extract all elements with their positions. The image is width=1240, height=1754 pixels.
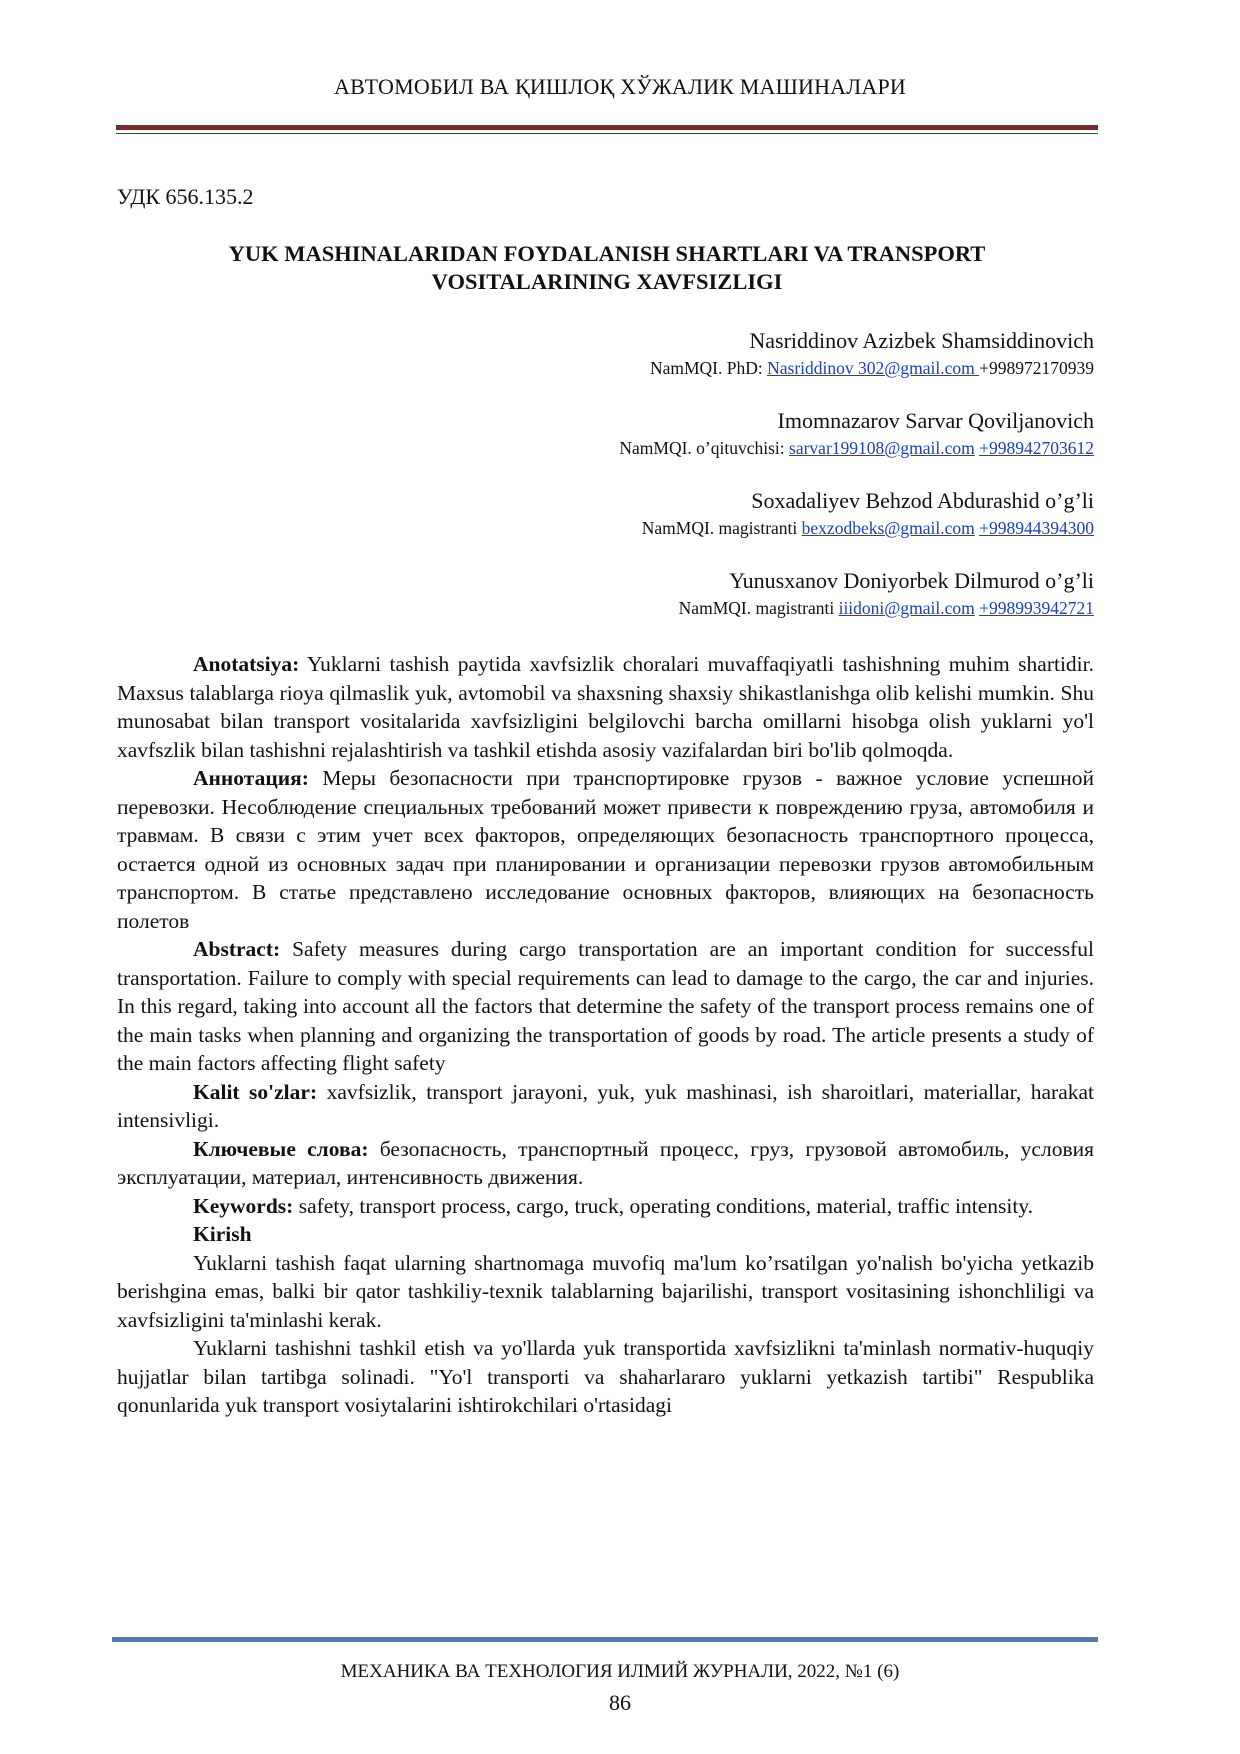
abstract-en <box>117 935 1094 1078</box>
header-rule-thick <box>116 125 1098 130</box>
author-affiliation: NamMQI. magistranti <box>678 598 835 618</box>
keywords-uz-label: Kalit so'zlar: <box>193 1079 318 1104</box>
footer-rule <box>112 1637 1098 1642</box>
abstract-en-label: Abstract: <box>193 937 281 961</box>
author-phone-link[interactable]: +998993942721 <box>979 598 1094 618</box>
author-contact <box>117 516 1094 540</box>
keywords-en-text: safety, transport process, cargo, truck, operating conditions, material, traffic intensity. <box>293 1193 1034 1218</box>
author-block <box>117 326 1094 380</box>
author-affiliation: NamMQI. magistranti <box>641 518 798 538</box>
article-title-line-2: VOSITALARINING XAVFSIZLIGI <box>431 269 783 294</box>
page-number: 86 <box>609 1690 631 1715</box>
abstract-uz-text: Yuklarni tashish paytida xavfsizlik choralari muvaffaqiyatli tashishning muhim shartidir. Maxsus talablarga rioya qilmaslik yuk, avtomobil va shaxsning shaxsiy shikastlanishga olib kelishi mumkin. Shu munosabat bilan transport vositalarida xavfsizligini belgilovchi barcha omillarni hisobga olish yuklarni yo'l xavfszlik bilan tashishni rejalashtirish va tashkil etishda asosiy vazifalardan biri bo'lib qolmoqda. <box>117 652 1094 762</box>
keywords-ru-text: безопасность, транспортный процесс, груз, грузовой автомобиль, условия эксплуатации, материал, интенсивность движения. <box>117 1136 1094 1189</box>
abstract-ru <box>117 764 1094 935</box>
journal-footer-title: МЕХАНИКА ВА ТЕХНОЛОГИЯ ИЛМИЙ ЖУРНАЛИ, 2022, №1 (6) <box>340 1661 900 1682</box>
author-contact <box>117 356 1094 380</box>
author-block <box>117 406 1094 460</box>
section-heading-kirish: Kirish <box>193 1222 252 1246</box>
keywords-uz <box>117 1078 1094 1135</box>
author-name: Nasriddinov Azizbek Shamsiddinovich <box>749 328 1094 353</box>
article-title <box>117 240 1097 296</box>
author-email-link[interactable]: Nasriddinov 302@gmail.com <box>767 358 980 378</box>
keywords-en <box>117 1192 1094 1221</box>
header-rule-thin <box>116 133 1098 134</box>
keywords-en-label: Keywords: <box>193 1193 294 1218</box>
author-contact <box>117 596 1094 620</box>
keywords-ru <box>117 1135 1094 1192</box>
article-body <box>117 650 1094 1420</box>
abstract-ru-label: Аннотация: <box>193 766 309 790</box>
udk-code: УДК 656.135.2 <box>117 184 254 209</box>
author-email-link[interactable]: sarvar199108@gmail.com <box>789 438 975 458</box>
author-affiliation: NamMQI. PhD: <box>649 358 763 378</box>
author-contact <box>117 436 1094 460</box>
keywords-uz-text: xavfsizlik, transport jarayoni, yuk, yuk mashinasi, ish sharoitlari, materiallar, harakat intensivligi. <box>117 1079 1095 1132</box>
abstract-uz <box>117 650 1094 764</box>
article-title-line-1: YUK MASHINALARIDAN FOYDALANISH SHARTLARI VA TRANSPORT <box>228 241 986 266</box>
author-phone: +998972170939 <box>979 358 1094 378</box>
journal-header-title: АВТОМОБИЛ ВА ҚИШЛОҚ ХЎЖАЛИК МАШИНАЛАРИ <box>334 74 906 99</box>
author-block <box>117 566 1094 620</box>
author-name: Yunusxanov Doniyorbek Dilmurod o’g’li <box>729 568 1094 593</box>
author-phone-link[interactable]: +998944394300 <box>979 518 1094 538</box>
abstract-en-text: Safety measures during cargo transportation are an important condition for successful transportation. Failure to comply with special requirements can lead to damage to the cargo, the car and injuries. In this regard, taking into account all the factors that determine the safety of the transport process remains one of the main tasks when planning and organizing the transportation of goods by road. The article presents a study of the main factors affecting flight safety <box>117 937 1094 1075</box>
author-affiliation: NamMQI. o’qituvchisi: <box>619 438 785 458</box>
author-name: Imomnazarov Sarvar Qoviljanovich <box>777 408 1094 433</box>
abstract-ru-text: Меры безопасности при транспортировке грузов - важное условие успешной перевозки. Несоблюдение специальных требований может привести к повреждению груза, автомобиля и травмам. В связи с этим учет всех факторов, определяющих безопасность транспортного процесса, остается одной из основных задач при планировании и организации перевозки грузов автомобильным транспортом. В статье представлено исследование основных факторов, влияющих на безопасность полетов <box>117 766 1094 933</box>
abstract-uz-label: Anotatsiya: <box>193 652 300 676</box>
author-email-link[interactable]: iiidoni@gmail.com <box>838 598 975 618</box>
author-block <box>117 486 1094 540</box>
author-name: Soxadaliyev Behzod Abdurashid o’g’li <box>751 488 1094 513</box>
intro-paragraph-1: Yuklarni tashish faqat ularning shartnomaga muvofiq ma'lum ko’rsatilgan yo'nalish bo'yicha yetkazib berishgina emas, balki bir qator tashkiliy-texnik talablarning bajarilishi, transport vositasining ishonchliligi va xavfsizligini ta'minlashi kerak. <box>117 1250 1094 1332</box>
author-list <box>117 326 1094 646</box>
keywords-ru-label: Ключевые слова: <box>193 1136 369 1161</box>
intro-paragraph-2: Yuklarni tashishni tashkil etish va yo'llarda yuk transportida xavfsizlikni ta'minlash normativ-huquqiy hujjatlar bilan tartibga solinadi. "Yo'l transporti va shaharlararo yuklarni yetkazish tartibi" Respublika qonunlarida yuk transport vosiytalarini ishtirokchilari o'rtasidagi <box>117 1336 1094 1417</box>
author-email-link[interactable]: bexzodbeks@gmail.com <box>801 518 975 538</box>
author-phone-link[interactable]: +998942703612 <box>979 438 1094 458</box>
